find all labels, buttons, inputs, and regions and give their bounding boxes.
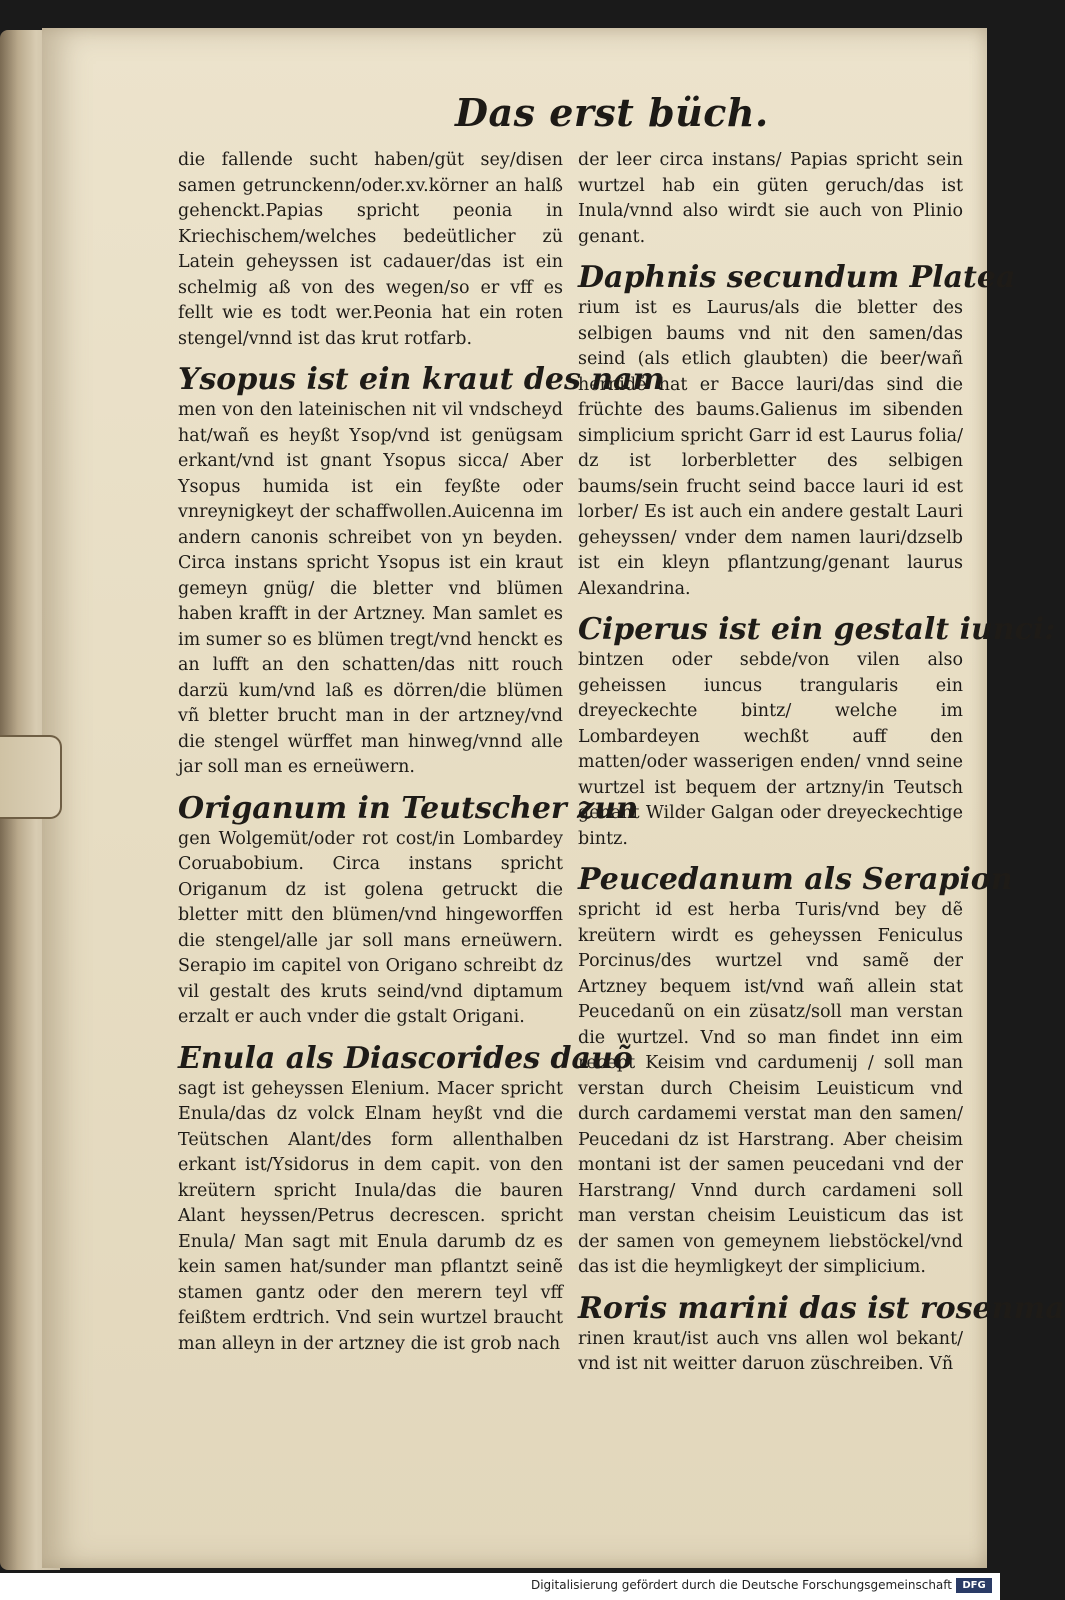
entry-peucedanum — [578, 862, 1013, 1281]
entry-body: bintzen oder sebde/von vilen also geheissen iuncus trangularis ein dreyeckechte bintz/ welche im Lombardeyen wechßt auff den matten/oder wasserigen enden/ vnnd seine wurtzel ist bequem der artzny/in Teutsch genant Wilder Galgan oder dreyeckechtige bintz. — [578, 650, 963, 849]
entry-ysopus — [178, 362, 665, 781]
page-tab — [0, 735, 62, 819]
entry-body: der leer circa instans/ Papias spricht sein wurtzel hab ein güten geruch/das ist Inula/vnnd also wirdt sie auch von Plinio genant. — [578, 150, 963, 247]
entry-body: sagt ist geheyssen Elenium. Macer spricht Enula/das dz volck Elnam heyßt vnd die Teütschen Alant/des form allenthalben erkant ist/Ysidorus in dem capit. von den kreütern spricht Inula/das die bauren Alant heyssen/Petrus decrescen. spricht Enula/ Man sagt mit Enula darumb dz es kein samen hat/sunder man pflantzt seinẽ stamen gantz oder den merern teyl vff feißtem erdtrich. Vnd sein wurtzel braucht man alleyn in der artzney die ist grob nach — [178, 1078, 563, 1354]
entry-heading: Ysopus ist ein kraut des nam — [178, 362, 665, 397]
entry-body: gen Wolgemüt/oder rot cost/in Lombardey Coruabobium. Circa instans spricht Origanum dz ist golena getruckt die bletter mitt den blümen/vnd hingeworffen die stengel/alle jar soll mans erneüwern. Serapio im capitel von Origano schreibt dz vil gestalt des kruts seind/vnd diptamum erzalt er auch vnder die gstalt Origani. — [178, 828, 563, 1027]
entry-heading: Origanum in Teutscher zun — [178, 790, 638, 826]
entry-ciperus — [578, 612, 1056, 852]
left-column — [178, 148, 665, 1354]
entry-body: rium ist es Laurus/als die bletter des selbigen baums vnd nit den samen/das seind (als etlich glaubten) die beer/wañ hernidẽ hat er Bacce lauri/das sind die früchte des baums.Galienus im sibenden simplicium spricht Garr id est Laurus folia/ dz ist lorberbletter des selbigen baums/sein frucht seind bacce lauri id est lorber/ Es ist auch ein andere gestalt Lauri geheyssen/ vnder dem namen lauri/dzselb ist ein kleyn pflantzung/genant laurus Alexandrina. — [578, 298, 963, 599]
entry-heading: Enula als Diascorides dauõ — [178, 1040, 633, 1076]
entry-body: die fallende sucht haben/güt sey/disen samen getrunckenn/oder.xv.körner an halß gehenckt.Papias spricht peonia in Kriechischem/welches bedeütlicher zü Latein geheyssen ist cadauer/das ist ein schelmig aß von des wegen/so er vff es fellt wie es todt wer.Peonia hat ein roten stengel/vnnd ist das krut rotfarb. — [178, 150, 563, 349]
dfg-logo: DFG — [956, 1578, 992, 1593]
entry-enula — [178, 1040, 633, 1358]
right-column — [578, 148, 1065, 1374]
footer-credit: Digitalisierung gefördert durch die Deutsche Forschungsgemeinschaft — [530, 1578, 952, 1592]
entry-body: spricht id est herba Turis/vnd bey dẽ kreütern wirdt es geheyssen Feniculus Porcinus/des wurtzel vnd samẽ der Artzney bequem ist/vnd wañ allein stat Peucedanũ on ein züsatz/soll man verstan die wurtzel. Vnd so man findet inn eim recept Keisim vnd cardumenij / soll man verstan durch Cheisim Leuisticum vnd durch cardamemi verstat man den samen/ Peucedani dz ist Harstrang. Aber cheisim montani ist der samen peucedani vnd der Harstrang/ Vnnd durch cardameni soll man verstan cheisim Leuisticum das ist der samen von gemeynem liebstöckel/vnd das ist die heymligkeyt der simplicium. — [578, 900, 963, 1277]
entry-daphnis — [578, 260, 1016, 602]
entry-origanum — [178, 790, 638, 1031]
entry-heading: Peucedanum als Serapion — [578, 862, 1013, 897]
entry-body: men von den lateinischen nit vil vndscheyd hat/wañ es heyßt Ysop/vnd ist genügsam erkant/vnd ist gnant Ysopus sicca/ Aber Ysopus humida ist ein feyßte oder vnreynigkeyt der schaffwollen.Auicenna im andern canonis schreibet von yn beyden. Circa instans spricht Ysopus ist ein kraut gemeyn gnüg/ die bletter vnd blümen haben krafft in der Artzney. Man samlet es im sumer so es blümen tregt/vnd henckt es an lufft an den schatten/das nitt rouch darzü kum/vnd laß es dörren/die blümen vñ bletter brucht man in der artzney/vnd die stengel würffet man hinweg/vnnd alle jar soll man es erneüwern. — [178, 400, 563, 777]
entry-enula-continued — [578, 148, 963, 250]
entry-peonia-continued — [178, 148, 563, 352]
entry-heading: Daphnis secundum Platea — [578, 260, 1016, 295]
entry-body: rinen kraut/ist auch vns allen wol bekant/ vnd ist nit weitter daruon züschreiben. Vñ — [578, 1328, 963, 1374]
entry-roris-marini — [578, 1290, 1065, 1378]
running-head: Das erst büch. — [455, 90, 769, 135]
entry-heading: Ciperus ist ein gestalt iunci: — [578, 612, 1056, 647]
entry-heading: Roris marini das ist rosenma — [578, 1290, 1065, 1326]
